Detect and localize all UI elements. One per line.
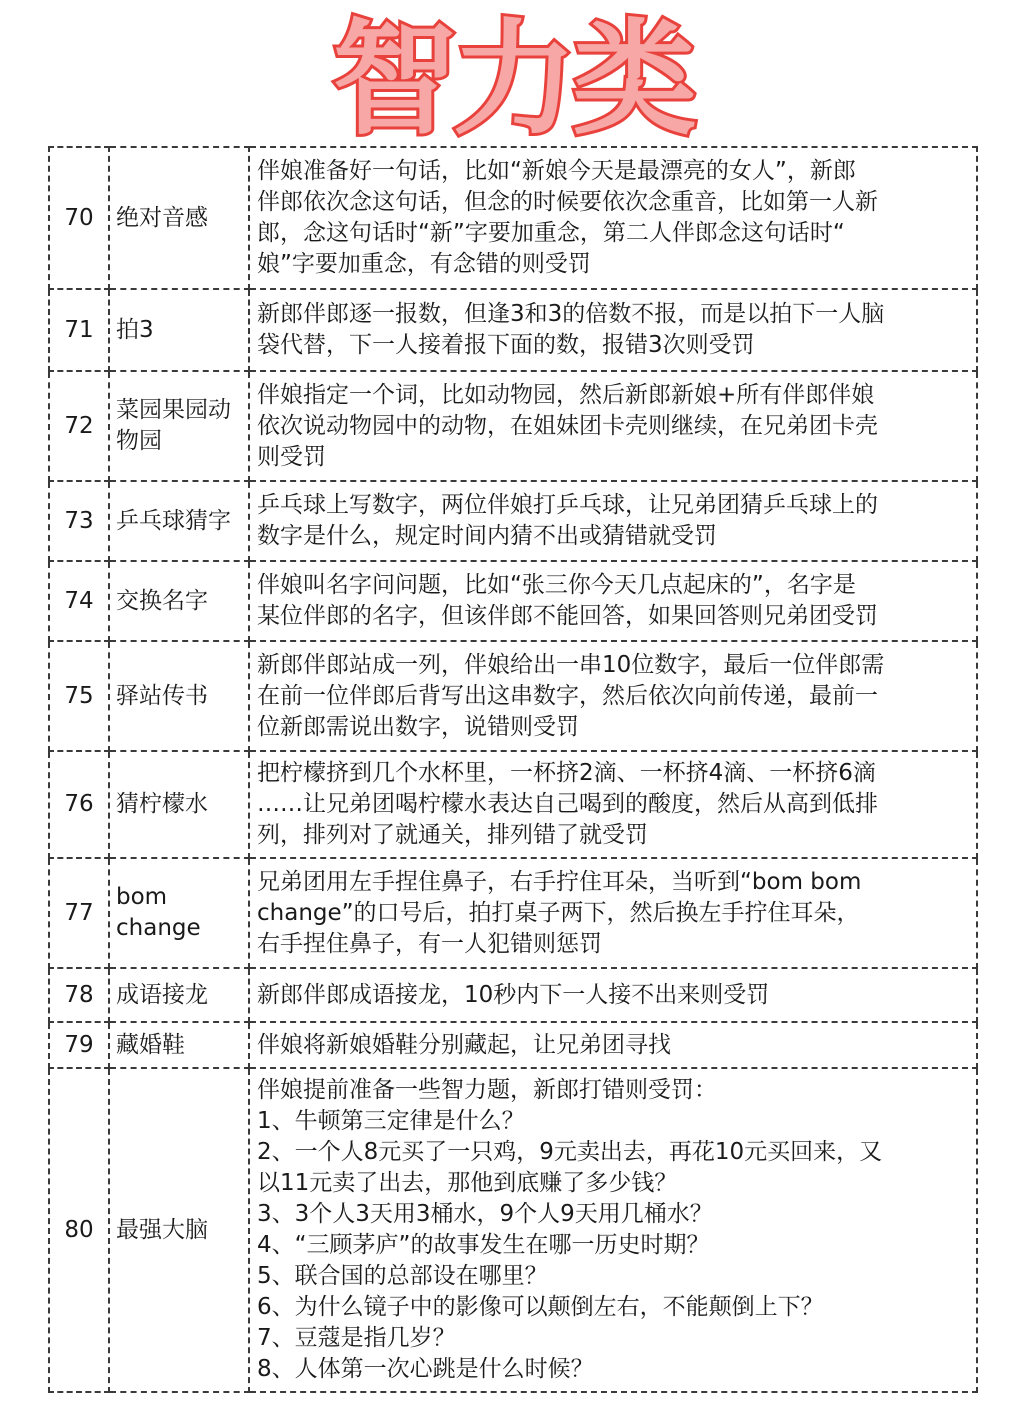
game-table bbox=[48, 146, 978, 1393]
description-line: 3、3个人3天用3桶水，9个人9天用几桶水？ bbox=[257, 1201, 713, 1227]
game-name-line: 最强大脑 bbox=[116, 1216, 208, 1243]
game-name bbox=[109, 481, 249, 561]
game-name-line: bom bbox=[116, 884, 168, 910]
game-name-line: 交换名字 bbox=[116, 587, 208, 614]
description-line: 兄弟团用左手捏住鼻子，右手拧住耳朵，当听到“bom bom bbox=[257, 868, 862, 895]
game-name bbox=[109, 1022, 249, 1068]
description-line: 列，排列对了就通关，排列错了就受罚 bbox=[257, 822, 648, 848]
description-line: 数字是什么，规定时间内猜不出或猜错就受罚 bbox=[257, 523, 717, 549]
table-row bbox=[49, 968, 977, 1022]
game-description bbox=[249, 1068, 977, 1392]
description-line: 伴娘提前准备一些智力题，新郎打错则受罚： bbox=[257, 1077, 717, 1103]
row-number: 72 bbox=[49, 371, 109, 481]
table-row bbox=[49, 289, 977, 371]
game-name-line: 绝对音感 bbox=[116, 204, 208, 231]
row-number: 77 bbox=[49, 858, 109, 968]
table-row bbox=[49, 1022, 977, 1068]
description-line: 4、“三顾茅庐”的故事发生在哪一历史时期？ bbox=[257, 1232, 710, 1258]
game-description bbox=[249, 561, 977, 641]
row-number: 76 bbox=[49, 751, 109, 858]
row-number: 79 bbox=[49, 1022, 109, 1068]
description-line: 新郎伴郎逐一报数，但逢3和3的倍数不报，而是以拍下一人脑 bbox=[257, 301, 885, 327]
description-line: 伴郎依次念这句话，但念的时候要依次念重音，比如第一人新 bbox=[257, 189, 878, 215]
game-name bbox=[109, 1068, 249, 1392]
table-row bbox=[49, 1068, 977, 1392]
description-line: 则受罚 bbox=[257, 443, 326, 470]
table-row bbox=[49, 751, 977, 858]
table-row bbox=[49, 561, 977, 641]
game-name bbox=[109, 289, 249, 371]
table-row bbox=[49, 371, 977, 481]
table-body bbox=[49, 147, 977, 1392]
game-description bbox=[249, 1022, 977, 1068]
description-line: 娘”字要加重念，有念错的则受罚 bbox=[257, 251, 591, 277]
game-name-line: 乒乓球猜字 bbox=[116, 507, 231, 534]
description-line: 郎，念这句话时“新”字要加重念，第二人伴郎念这句话时“ bbox=[257, 220, 845, 246]
description-line: 把柠檬挤到几个水杯里，一杯挤2滴、一杯挤4滴、一杯挤6滴 bbox=[257, 760, 876, 786]
description-line: ……让兄弟团喝柠檬水表达自己喝到的酸度，然后从高到低排 bbox=[257, 791, 878, 817]
game-name-line: 拍3 bbox=[116, 316, 154, 343]
game-name-line: 物园 bbox=[116, 428, 162, 454]
game-name bbox=[109, 641, 249, 751]
game-name bbox=[109, 968, 249, 1022]
game-description bbox=[249, 371, 977, 481]
description-line: 位新郎需说出数字，说错则受罚 bbox=[257, 713, 579, 740]
game-name-line: 藏婚鞋 bbox=[116, 1031, 185, 1058]
game-name bbox=[109, 371, 249, 481]
description-line: 以11元卖了出去，那他到底赚了多少钱？ bbox=[257, 1170, 678, 1196]
game-description bbox=[249, 751, 977, 858]
game-description bbox=[249, 968, 977, 1022]
game-description bbox=[249, 289, 977, 371]
row-number: 80 bbox=[49, 1068, 109, 1392]
row-number: 75 bbox=[49, 641, 109, 751]
game-name-line: 驿站传书 bbox=[116, 682, 208, 709]
description-line: 新郎伴郎站成一列，伴娘给出一串10位数字，最后一位伴郎需 bbox=[257, 651, 885, 678]
description-line: 右手捏住鼻子，有一人犯错则惩罚 bbox=[257, 930, 602, 957]
description-line: 乒乓球上写数字，两位伴娘打乒乓球，让兄弟团猜乒乓球上的 bbox=[257, 492, 878, 518]
row-number: 74 bbox=[49, 561, 109, 641]
description-line: 1、牛顿第三定律是什么？ bbox=[257, 1108, 525, 1134]
description-line: 伴娘叫名字问问题，比如“张三你今天几点起床的”，名字是 bbox=[257, 572, 856, 598]
description-line: 新郎伴郎成语接龙，10秒内下一人接不出来则受罚 bbox=[257, 981, 770, 1008]
game-description bbox=[249, 641, 977, 751]
description-line: 伴娘将新娘婚鞋分别藏起，让兄弟团寻找 bbox=[257, 1031, 671, 1058]
page-title: 智力类 bbox=[332, 8, 693, 152]
game-name bbox=[109, 147, 249, 289]
row-number: 78 bbox=[49, 968, 109, 1022]
description-line: 伴娘准备好一句话，比如“新娘今天是最漂亮的女人”，新郎 bbox=[257, 158, 856, 184]
description-line: 在前一位伴郎后背写出这串数字，然后依次向前传递，最前一 bbox=[257, 682, 878, 709]
table-row bbox=[49, 147, 977, 289]
description-line: 某位伴郎的名字，但该伴郎不能回答，如果回答则兄弟团受罚 bbox=[257, 603, 878, 629]
game-description bbox=[249, 147, 977, 289]
table-row bbox=[49, 481, 977, 561]
game-name bbox=[109, 751, 249, 858]
description-line: 依次说动物园中的动物，在姐妹团卡壳则继续，在兄弟团卡壳 bbox=[257, 412, 878, 439]
table-row bbox=[49, 858, 977, 968]
description-line: 袋代替，下一人接着报下面的数，报错3次则受罚 bbox=[257, 332, 755, 358]
game-description bbox=[249, 481, 977, 561]
row-number: 70 bbox=[49, 147, 109, 289]
description-line: 5、联合国的总部设在哪里？ bbox=[257, 1263, 548, 1289]
game-name-line: 菜园果园动 bbox=[116, 397, 231, 423]
row-number: 71 bbox=[49, 289, 109, 371]
description-line: 7、豆蔻是指几岁？ bbox=[257, 1325, 456, 1351]
game-name bbox=[109, 561, 249, 641]
description-line: 8、人体第一次心跳是什么时候？ bbox=[257, 1356, 594, 1382]
game-name-line: change bbox=[116, 915, 201, 941]
game-name-line: 猜柠檬水 bbox=[116, 791, 208, 817]
row-number: 73 bbox=[49, 481, 109, 561]
description-line: 伴娘指定一个词，比如动物园，然后新郎新娘+所有伴郎伴娘 bbox=[257, 381, 875, 408]
description-line: 6、为什么镜子中的影像可以颠倒左右，不能颠倒上下？ bbox=[257, 1294, 824, 1320]
table-row bbox=[49, 641, 977, 751]
game-description bbox=[249, 858, 977, 968]
game-name-line: 成语接龙 bbox=[116, 981, 208, 1008]
description-line: 2、一个人8元买了一只鸡，9元卖出去，再花10元买回来，又 bbox=[257, 1139, 883, 1165]
description-line: change”的口号后，拍打桌子两下，然后换左手拧住耳朵， bbox=[257, 899, 860, 926]
game-name bbox=[109, 858, 249, 968]
